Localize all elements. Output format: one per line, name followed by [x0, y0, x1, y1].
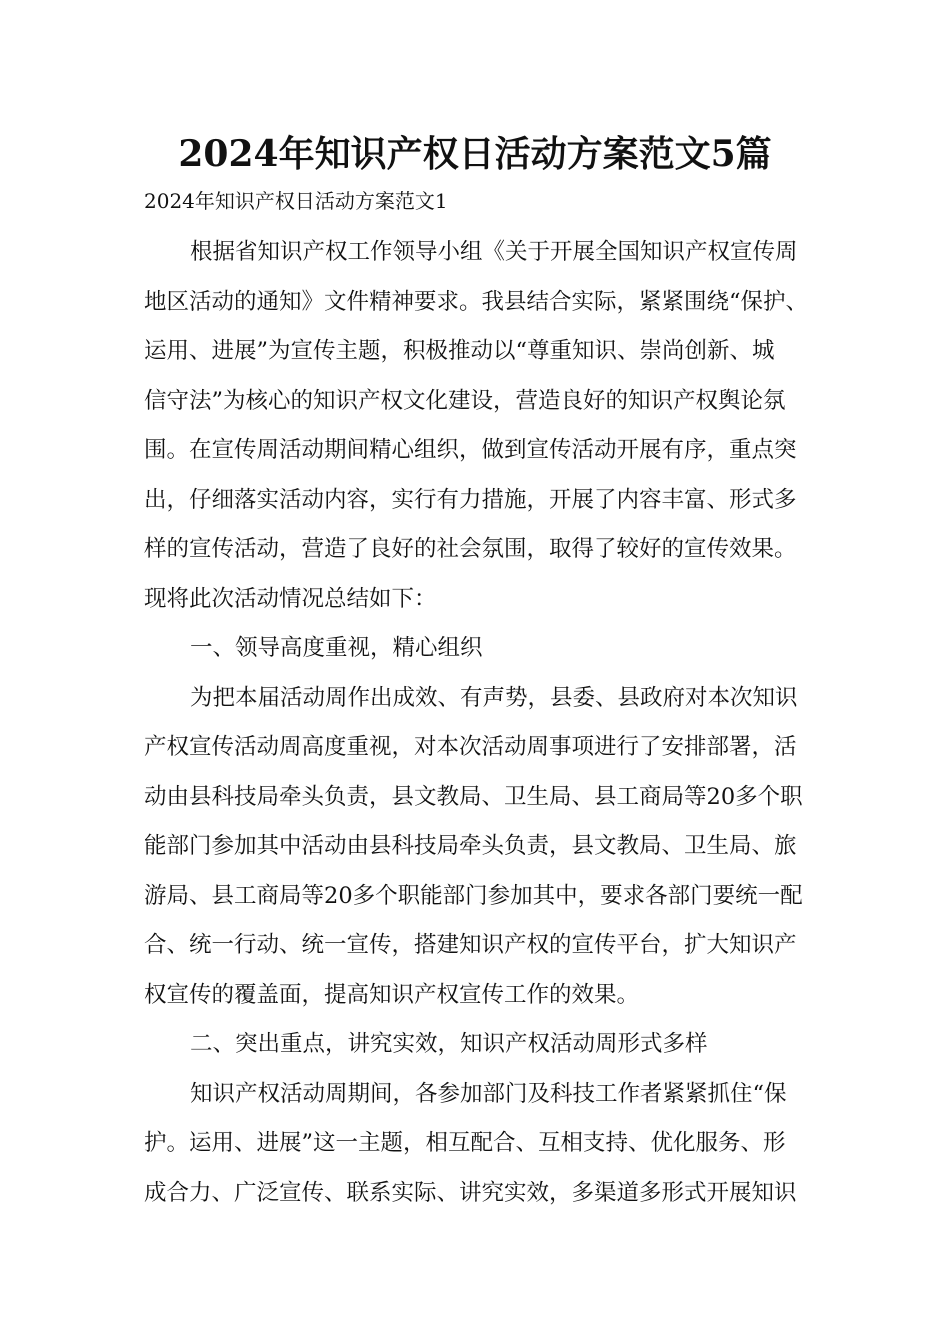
paragraph-line: 运用、进展”为宣传主题，积极推动以“尊重知识、崇尚创新、城	[144, 338, 775, 364]
paragraph-line: 围。在宣传周活动期间精心组织，做到宣传活动开展有序，重点突	[144, 437, 797, 463]
page-title: 2024年知识产权日活动方案范文5篇	[178, 133, 772, 175]
paragraph-line: 产权宣传活动周高度重视，对本次活动周事项进行了安排部署，活	[144, 734, 797, 760]
paragraph-line: 出，仔细落实活动内容，实行有力措施，开展了内容丰富、形式多	[144, 487, 797, 513]
paragraph-line: 现将此次活动情况总结如下：	[144, 586, 437, 612]
section-heading-1: 一、领导高度重视，精心组织	[190, 635, 483, 661]
paragraph-line: 信守法”为核心的知识产权文化建设，营造良好的知识产权舆论氛	[144, 388, 786, 414]
paragraph-line: 为把本届活动周作出成效、有声势，县委、县政府对本次知识	[190, 685, 798, 711]
paragraph-line: 权宣传的覆盖面，提高知识产权宣传工作的效果。	[144, 982, 640, 1008]
paragraph-line: 合、统一行动、统一宣传，搭建知识产权的宣传平台，扩大知识产	[144, 932, 797, 958]
paragraph-line: 样的宣传活动，营造了良好的社会氛围，取得了较好的宣传效果。	[144, 536, 797, 562]
paragraph-line: 动由县科技局牵头负责，县文教局、卫生局、县工商局等20多个职	[144, 784, 803, 810]
paragraph-line: 护。运用、进展”这一主题，相互配合、互相支持、优化服务、形	[144, 1130, 786, 1156]
paragraph-line: 成合力、广泛宣传、联系实际、讲究实效，多渠道多形式开展知识	[144, 1180, 797, 1206]
paragraph-line: 知识产权活动周期间，各参加部门及科技工作者紧紧抓住“保	[190, 1081, 787, 1107]
paragraph-line: 地区活动的通知》文件精神要求。我县结合实际，紧紧围绕“保护、	[144, 289, 809, 315]
paragraph-line: 游局、县工商局等20多个职能部门参加其中，要求各部门要统一配	[144, 883, 803, 909]
paragraph-line: 根据省知识产权工作领导小组《关于开展全国知识产权宣传周	[190, 239, 798, 265]
section-heading: 2024年知识产权日活动方案范文1	[144, 189, 448, 213]
paragraph-line: 能部门参加其中活动由县科技局牵头负责，县文教局、卫生局、旅	[144, 833, 797, 859]
section-heading-2: 二、突出重点，讲究实效，知识产权活动周形式多样	[190, 1031, 708, 1057]
